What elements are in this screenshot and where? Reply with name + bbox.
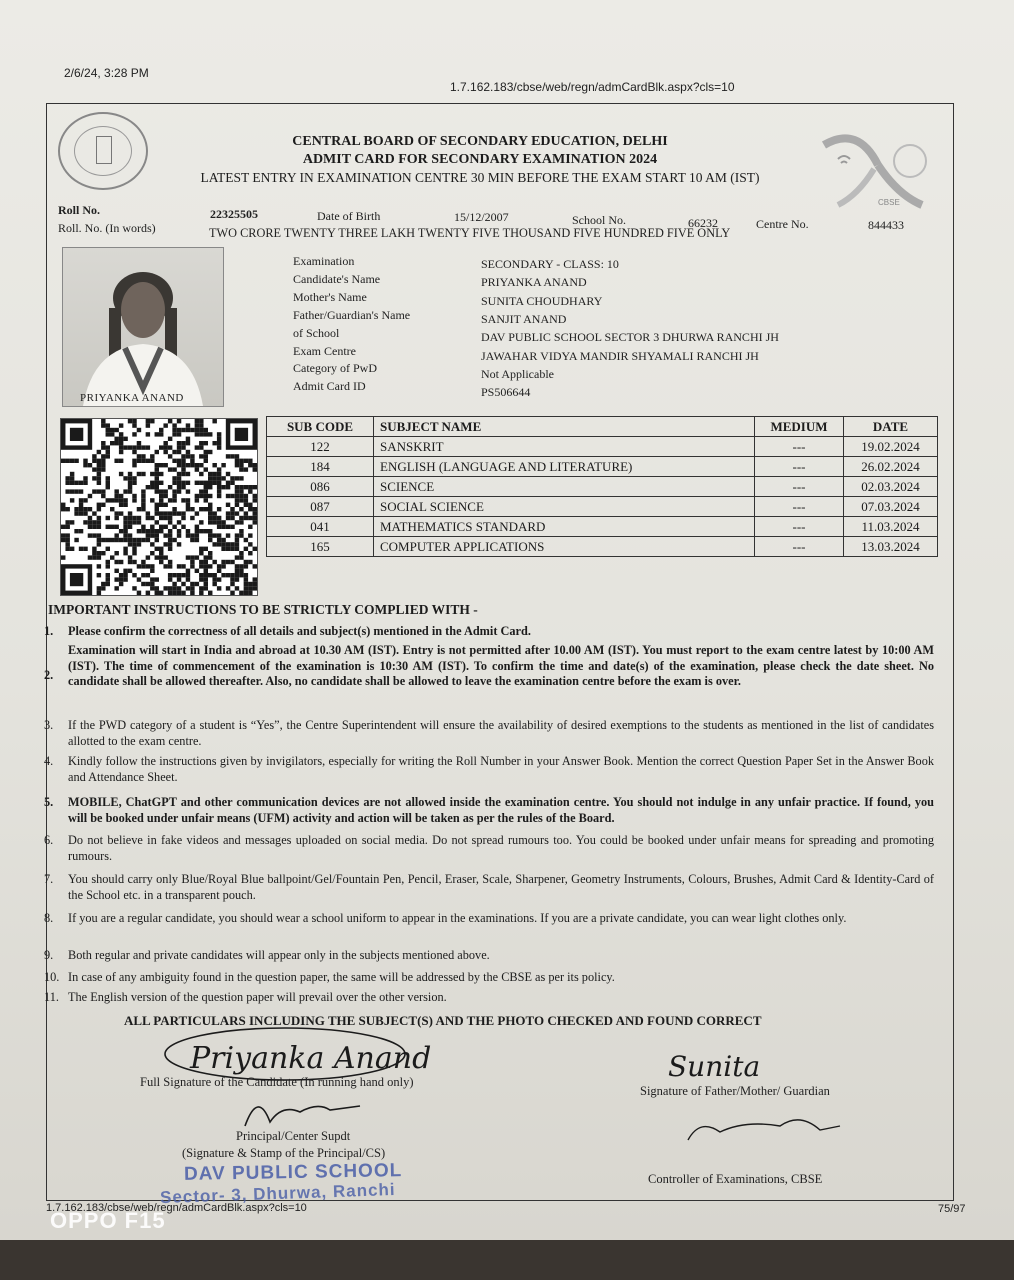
instruction-number: 8.: [44, 911, 54, 925]
sub-code-cell: 122: [267, 437, 374, 457]
dob-value: 15/12/2007: [454, 210, 509, 224]
instruction-number: 2.: [44, 668, 54, 682]
sub-code-cell: 087: [267, 497, 374, 517]
instruction-text: Both regular and private candidates will appear only in the subjects mentioned above.: [68, 948, 490, 962]
instruction-text: MOBILE, ChatGPT and other communication devices are not allowed inside the examination centre. You should not indulge in any unfair practice. If found, you will be booked under unfair means (UFM) activity and action will be taken as per the rules of the Board.: [68, 795, 934, 825]
guardian-signature-label: Signature of Father/Mother/ Guardian: [640, 1084, 830, 1098]
subject-name-cell: SOCIAL SCIENCE: [374, 497, 755, 517]
principal-label: Principal/Center Supdt: [236, 1129, 351, 1143]
detail-value: DAV PUBLIC SCHOOL SECTOR 3 DHURWA RANCHI JH: [481, 330, 779, 345]
instruction-number: 11.: [44, 990, 59, 1004]
photo-caption: PRIYANKA ANAND: [80, 392, 184, 404]
centre-no-label: Centre No.: [756, 217, 809, 231]
detail-value: SECONDARY - CLASS: 10: [481, 257, 619, 271]
instruction-text: Do not believe in fake videos and messages uploaded on social media. Do not spread rumours too. You could be booked under unfair means for spreading and promoting rumours.: [68, 833, 934, 863]
board-title: CENTRAL BOARD OF SECONDARY EDUCATION, DELHI: [292, 134, 668, 149]
instruction-text: Please confirm the correctness of all details and subject(s) mentioned in the Admit Card.: [68, 624, 531, 638]
date-cell: 11.03.2024: [844, 517, 938, 537]
print-url: 1.7.162.183/cbse/web/regn/admCardBlk.aspx?cls=10: [450, 80, 735, 94]
school-no-value: 66232: [688, 216, 718, 230]
instruction-text: In case of any ambiguity found in the question paper, the same will be addressed by the CBSE as per its policy.: [68, 970, 615, 984]
col-sub-code: SUB CODE: [267, 417, 374, 437]
school-no-label: School No.: [572, 213, 626, 227]
medium-cell: ---: [755, 457, 844, 477]
instruction-text: If you are a regular candidate, you should wear a school uniform to appear in the examinations. If you are a private candidate, you can wear light clothes only.: [68, 911, 847, 925]
print-datetime: 2/6/24, 3:28 PM: [64, 66, 149, 80]
subject-name-cell: SCIENCE: [374, 477, 755, 497]
medium-cell: ---: [755, 537, 844, 557]
medium-cell: ---: [755, 477, 844, 497]
camera-watermark: OPPO F15: [50, 1208, 166, 1233]
admit-card-title: ADMIT CARD FOR SECONDARY EXAMINATION 2024: [302, 152, 658, 167]
print-page-number: 75/97: [938, 1203, 966, 1215]
instruction-text: If the PWD category of a student is “Yes”, the Centre Superintendent will ensure the availability of desired exemptions to the students as mentioned in the list of candidates allotted to the exam centre.: [68, 718, 934, 748]
subject-name-cell: MATHEMATICS STANDARD: [374, 517, 755, 537]
controller-label: Controller of Examinations, CBSE: [648, 1172, 823, 1186]
cbse-logo-text: CBSE: [878, 198, 900, 207]
medium-cell: ---: [755, 497, 844, 517]
school-stamp-line2: Sector- 3, Dhurwa, Ranchi: [159, 1179, 396, 1208]
instruction-number: 10.: [44, 970, 60, 984]
centre-no-value: 844433: [868, 218, 904, 232]
sub-code-cell: 184: [267, 457, 374, 477]
instruction-text: You should carry only Blue/Royal Blue ballpoint/Gel/Fountain Pen, Pencil, Eraser, Scale, Sharpener, Geometry Instruments, Colours, Brushes, Admit Card & Identity-Card of the School etc. in a transparent pouch.: [68, 872, 934, 902]
subject-name-cell: ENGLISH (LANGUAGE AND LITERATURE): [374, 457, 755, 477]
instruction-number: 6.: [44, 833, 54, 847]
col-subject-name: SUBJECT NAME: [374, 417, 755, 437]
medium-cell: ---: [755, 437, 844, 457]
detail-label: Examination: [293, 254, 355, 268]
detail-label: Category of PwD: [293, 361, 377, 376]
roll-words-value: TWO CRORE TWENTY THREE LAKH TWENTY FIVE THOUSAND FIVE HUNDRED FIVE ONLY: [209, 226, 731, 240]
sub-code-cell: 165: [267, 537, 374, 557]
sub-code-cell: 041: [267, 517, 374, 537]
instruction-text: The English version of the question paper will prevail over the other version.: [68, 990, 447, 1004]
detail-label: Mother's Name: [293, 289, 367, 304]
print-footer-url: 1.7.162.183/cbse/web/regn/admCardBlk.aspx?cls=10: [46, 1202, 307, 1214]
instruction-number: 7.: [44, 872, 54, 886]
school-stamp-line1: DAV PUBLIC SCHOOL: [183, 1160, 403, 1185]
col-date: DATE: [844, 417, 938, 437]
detail-value: PS506644: [481, 385, 531, 400]
subject-name-cell: COMPUTER APPLICATIONS: [374, 537, 755, 557]
detail-label: of School: [293, 325, 340, 340]
entry-note: LATEST ENTRY IN EXAMINATION CENTRE 30 MIN BEFORE THE EXAM START 10 AM (IST): [200, 170, 760, 185]
candidate-signature-label: Full Signature of the Candidate (In running hand only): [140, 1075, 414, 1089]
instruction-number: 1.: [44, 624, 54, 638]
instruction-number: 4.: [44, 754, 54, 768]
roll-words-label: Roll. No. (In words): [58, 221, 156, 235]
date-cell: 26.02.2024: [844, 457, 938, 477]
detail-label: Exam Centre: [293, 343, 356, 358]
candidate-signature: Priyanka Anand: [190, 1041, 432, 1076]
guardian-signature: Sunita: [668, 1050, 761, 1083]
detail-value: SUNITA CHOUDHARY: [481, 293, 603, 308]
declaration: ALL PARTICULARS INCLUDING THE SUBJECT(S) AND THE PHOTO CHECKED AND FOUND CORRECT: [124, 1013, 762, 1028]
date-cell: 02.03.2024: [844, 477, 938, 497]
detail-value: SANJIT ANAND: [481, 311, 567, 326]
principal-stamp-label: (Signature & Stamp of the Principal/CS): [182, 1146, 386, 1160]
detail-value: JAWAHAR VIDYA MANDIR SHYAMALI RANCHI JH: [481, 348, 759, 363]
sub-code-cell: 086: [267, 477, 374, 497]
detail-value: Not Applicable: [481, 366, 554, 381]
roll-value: 22325505: [210, 207, 258, 221]
date-cell: 07.03.2024: [844, 497, 938, 517]
instruction-number: 5.: [44, 795, 54, 809]
dob-label: Date of Birth: [317, 209, 381, 223]
detail-value: PRIYANKA ANAND: [481, 275, 587, 290]
date-cell: 13.03.2024: [844, 537, 938, 557]
col-medium: MEDIUM: [755, 417, 844, 437]
subject-name-cell: SANSKRIT: [374, 437, 755, 457]
roll-label: Roll No.: [58, 203, 100, 217]
instruction-number: 3.: [44, 718, 54, 732]
instruction-text: Examination will start in India and abroad at 10.30 AM (IST). Entry is not permitted after 10.00 AM (IST). You must report to the exam centre latest by 10:00 AM (IST). The time of commencement of the examination is 10:30 AM (IST). To confirm the time and date(s) of the examination, please check the date sheet. No candidate shall be allowed thereafter. Also, no candidate shall be allowed to leave the examination centre before the exam is over.: [68, 643, 934, 688]
detail-label: Candidate's Name: [293, 271, 381, 286]
detail-label: Father/Guardian's Name: [293, 307, 411, 322]
date-cell: 19.02.2024: [844, 437, 938, 457]
instructions-title: IMPORTANT INSTRUCTIONS TO BE STRICTLY COMPLIED WITH -: [48, 602, 478, 617]
instruction-text: Kindly follow the instructions given by invigilators, especially for writing the Roll Number in your Answer Book. Mention the correct Question Paper Set in the Answer Book and Attendance Sheet.: [68, 754, 934, 784]
detail-label: Admit Card ID: [293, 379, 366, 394]
instruction-number: 9.: [44, 948, 54, 962]
medium-cell: ---: [755, 517, 844, 537]
